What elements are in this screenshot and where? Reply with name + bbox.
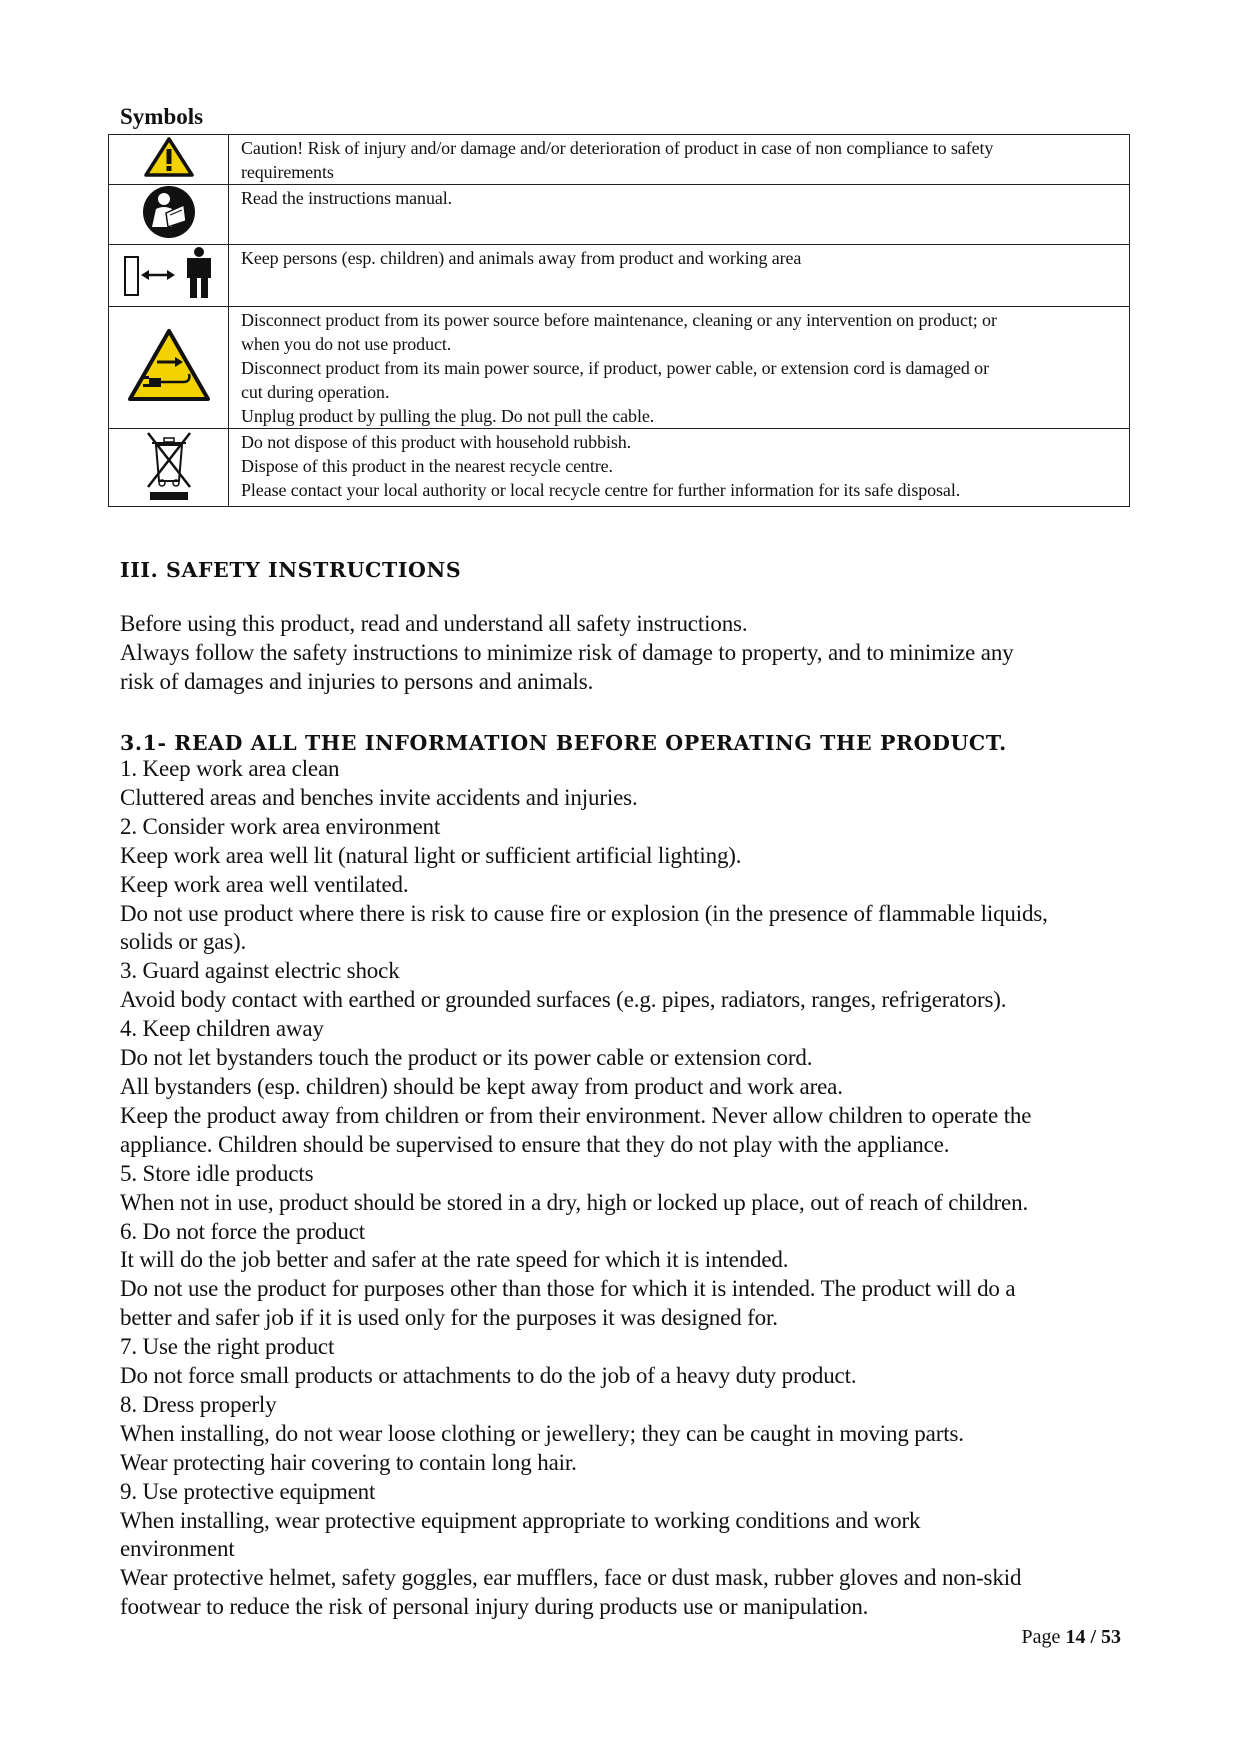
symbol-row <box>109 245 1130 307</box>
instruction-line: Do not use the product for purposes other than those for which it is intended. The product will do a <box>120 1276 1016 1302</box>
page-total: 53 <box>1101 1626 1121 1648</box>
instructions-list <box>120 755 1130 1622</box>
symbols-table <box>108 134 1130 507</box>
symbols-title: Symbols <box>120 104 204 129</box>
instruction-heading: 7. Use the right product <box>120 1334 335 1360</box>
symbol-icon-cell <box>109 185 229 245</box>
symbol-text-line: Do not dispose of this product with household rubbish. <box>241 432 632 452</box>
instruction-line: appliance. Children should be supervised to ensure that they do not play with the appliance. <box>120 1131 950 1157</box>
symbol-text-line: Disconnect product from its main power source, if product, power cable, or extension cord is damaged or <box>241 358 989 378</box>
instruction-line: Avoid body contact with earthed or grounded surfaces (e.g. pipes, radiators, ranges, refrigerators). <box>120 987 1007 1013</box>
symbol-description <box>229 245 1130 307</box>
intro-line: risk of damages and injuries to persons and animals. <box>120 668 594 694</box>
instruction-line: It will do the job better and safer at the rate speed for which it is intended. <box>120 1247 789 1273</box>
symbol-row <box>109 307 1130 429</box>
instruction-line: solids or gas). <box>120 929 247 955</box>
weee-crossed-bin-icon <box>144 429 194 501</box>
page-current: 14 <box>1065 1626 1086 1648</box>
symbol-text-line: requirements <box>241 162 334 182</box>
symbol-icon-cell <box>109 429 229 507</box>
symbol-row <box>109 185 1130 245</box>
instruction-line: When installing, wear protective equipment appropriate to working conditions and work <box>120 1507 921 1533</box>
warning-triangle-icon <box>144 137 194 177</box>
symbol-description <box>229 429 1130 507</box>
intro-line: Always follow the safety instructions to minimize risk of damage to property, and to minimize any <box>120 639 1014 665</box>
instruction-line: footwear to reduce the risk of personal injury during products use or manipulation. <box>120 1594 869 1620</box>
symbol-text-line: Read the instructions manual. <box>241 188 453 208</box>
instruction-heading: 2. Consider work area environment <box>120 813 441 839</box>
symbol-description <box>229 307 1130 429</box>
instruction-line: Keep work area well ventilated. <box>120 871 409 897</box>
instruction-heading: 5. Store idle products <box>120 1160 314 1186</box>
symbol-text-line: cut during operation. <box>241 382 390 402</box>
subsection-title: 3.1- READ ALL THE INFORMATION BEFORE OPERATING THE PRODUCT. <box>120 731 1007 755</box>
instruction-line: Keep the product away from children or from their environment. Never allow children to operate the <box>120 1102 1032 1128</box>
instruction-line: Do not use product where there is risk to cause fire or explosion (in the presence of flammable liquids, <box>120 900 1048 926</box>
page-separator: / <box>1090 1626 1096 1648</box>
symbol-row <box>109 429 1130 507</box>
symbol-icon-cell <box>109 135 229 185</box>
instruction-line: environment <box>120 1536 235 1562</box>
symbol-text-line: Disconnect product from its power source before maintenance, cleaning or any intervention on product; or <box>241 310 997 330</box>
instruction-line: Do not let bystanders touch the product or its power cable or extension cord. <box>120 1045 813 1071</box>
symbol-description <box>229 135 1130 185</box>
page-label: Page <box>1021 1626 1061 1648</box>
symbol-description <box>229 185 1130 245</box>
instruction-line: Keep work area well lit (natural light or sufficient artificial lighting). <box>120 842 742 868</box>
symbol-text-line: Keep persons (esp. children) and animals away from product and working area <box>241 248 802 268</box>
symbol-row <box>109 135 1130 185</box>
instruction-line: Do not force small products or attachments to do the job of a heavy duty product. <box>120 1363 857 1389</box>
symbol-icon-cell <box>109 307 229 429</box>
symbol-text-line: when you do not use product. <box>241 334 452 354</box>
disconnect-power-icon <box>127 328 211 402</box>
instruction-line: When not in use, product should be stored in a dry, high or locked up place, out of reach of children. <box>120 1189 1029 1215</box>
instruction-line: When installing, do not wear loose clothing or jewellery; they can be caught in moving parts. <box>120 1420 964 1446</box>
read-manual-icon <box>142 185 196 239</box>
symbol-text-line: Caution! Risk of injury and/or damage and/or deterioration of product in case of non compliance to safety <box>241 138 994 158</box>
instruction-heading: 4. Keep children away <box>120 1016 324 1042</box>
instruction-line: All bystanders (esp. children) should be kept away from product and work area. <box>120 1073 843 1099</box>
instruction-heading: 8. Dress properly <box>120 1391 277 1417</box>
page-number <box>1022 1626 1121 1649</box>
instruction-heading: 1. Keep work area clean <box>120 756 340 781</box>
section-title: III. SAFETY INSTRUCTIONS <box>120 558 462 582</box>
intro-paragraph <box>120 610 1130 697</box>
symbol-icon-cell <box>109 245 229 307</box>
instruction-line: Wear protective helmet, safety goggles, ear mufflers, face or dust mask, rubber gloves and non-skid <box>120 1565 1022 1591</box>
instruction-heading: 9. Use protective equipment <box>120 1478 376 1504</box>
symbol-text-line: Please contact your local authority or local recycle centre for further information for its safe disposal. <box>241 480 961 500</box>
instruction-line: Wear protecting hair covering to contain long hair. <box>120 1449 577 1475</box>
symbol-text-line: Dispose of this product in the nearest recycle centre. <box>241 456 613 476</box>
instruction-heading: 6. Do not force the product <box>120 1218 366 1244</box>
keep-away-icon <box>121 245 217 301</box>
symbol-text-line: Unplug product by pulling the plug. Do not pull the cable. <box>241 406 655 426</box>
instruction-heading: 3. Guard against electric shock <box>120 958 400 984</box>
instruction-line: Cluttered areas and benches invite accidents and injuries. <box>120 784 638 810</box>
intro-line: Before using this product, read and understand all safety instructions. <box>120 611 748 636</box>
instruction-line: better and safer job if it is used only for the purposes it was designed for. <box>120 1305 778 1331</box>
